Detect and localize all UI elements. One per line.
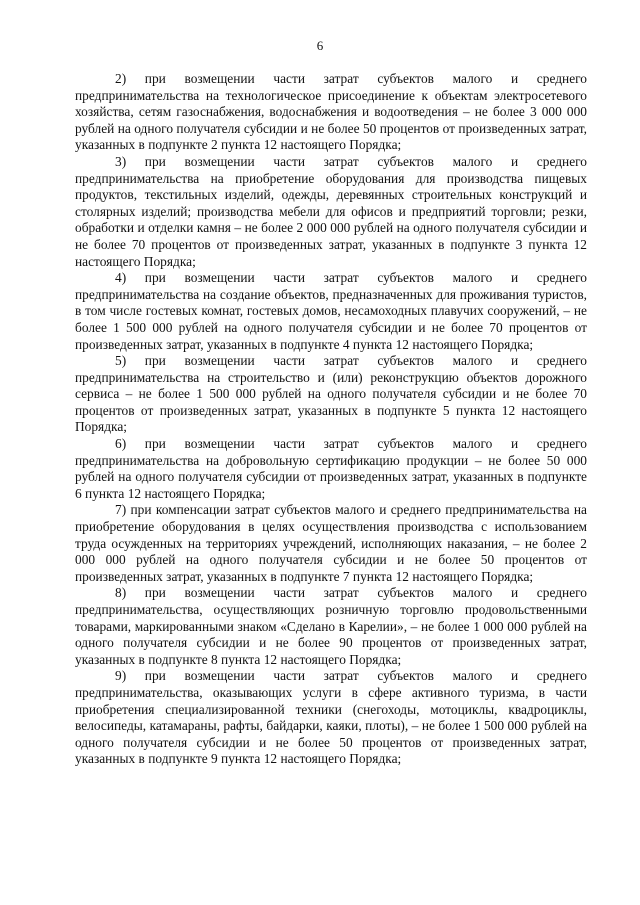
document-body [75, 71, 587, 768]
paragraph-item-6: 6) при возмещении части затрат субъектов малого и среднего предпринимательства на добровольную сертификацию продукции – не более 50 000 рублей на одного получателя субсидии от произведенных затрат, указанных в подпункте 6 пункта 12 настоящего Порядка; [75, 436, 587, 501]
paragraph-item-7: 7) при компенсации затрат субъектов малого и среднего предпринимательства на приобретение оборудования в целях осуществления производства с использованием труда осужденных на территориях учреждений, исполняющих наказания, – не более 2 000 000 рублей на одного получателя субсидии и не более 50 процентов от произведенных затрат, указанных в подпункте 7 пункта 12 настоящего Порядка; [75, 502, 587, 584]
paragraph-item-4: 4) при возмещении части затрат субъектов малого и среднего предпринимательства на создание объектов, предназначенных для проживания туристов, в том числе гостевых комнат, гостевых домов, несамоходных плавучих сооружений, – не более 1 500 000 рублей на одного получателя субсидии и не более 70 процентов от произведенных затрат, указанных в подпункте 4 пункта 12 настоящего Порядка; [75, 270, 587, 352]
paragraph-item-5: 5) при возмещении части затрат субъектов малого и среднего предпринимательства на строительство и (или) реконструкцию объектов дорожного сервиса – не более 1 500 000 рублей на одного получателя субсидии и не более 70 процентов от произведенных затрат, указанных в подпункте 5 пункта 12 настоящего Порядка; [75, 353, 587, 435]
paragraph-item-2: 2) при возмещении части затрат субъектов малого и среднего предпринимательства на технологическое присоединение к объектам электросетевого хозяйства, сетям газоснабжения, водоснабжения и водоотведения – не более 3 000 000 рублей на одного получателя субсидии и не более 50 процентов от произведенных затрат, указанных в подпункте 2 пункта 12 настоящего Порядка; [75, 71, 587, 153]
page-number: 6 [316, 38, 324, 53]
paragraph-item-9: 9) при возмещении части затрат субъектов малого и среднего предпринимательства, оказывающих услуги в сфере активного туризма, в части приобретения специализированной техники (снегоходы, мотоциклы, квадроциклы, велосипеды, катамараны, рафты, байдарки, каяки, плоты), – не более 1 500 000 рублей на одного получателя субсидии и не более 50 процентов от произведенных затрат, указанных в подпункте 9 пункта 12 настоящего Порядка; [75, 668, 587, 767]
paragraph-item-8: 8) при возмещении части затрат субъектов малого и среднего предпринимательства, осуществляющих розничную торговлю продовольственными товарами, маркированными знаком «Сделано в Карелии», – не более 1 000 000 рублей на одного получателя субсидии и не более 90 процентов от произведенных затрат, указанных в подпункте 8 пункта 12 настоящего Порядка; [75, 585, 587, 667]
paragraph-item-3: 3) при возмещении части затрат субъектов малого и среднего предпринимательства на приобретение оборудования для производства пищевых продуктов, текстильных изделий, одежды, деревянных строительных конструкций и столярных изделий; производства мебели для офисов и предприятий торговли; резки, обработки и отделки камня – не более 2 000 000 рублей на одного получателя субсидии и не более 70 процентов от произведенных затрат, указанных в подпункте 3 пункта 12 настоящего Порядка; [75, 153, 587, 269]
